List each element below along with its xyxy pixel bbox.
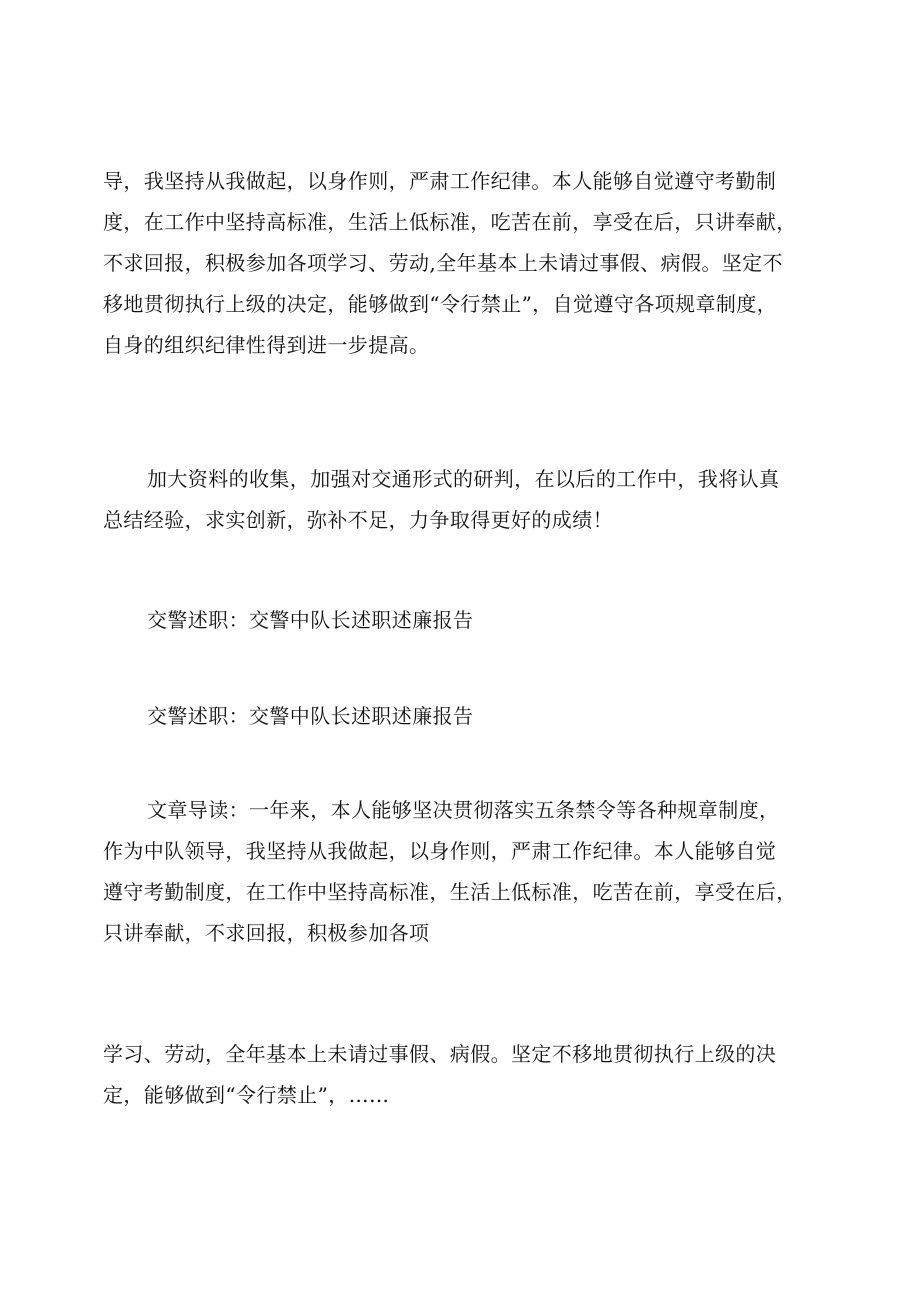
text-line: 遵守考勤制度，在工作中坚持高标准，生活上低标准，吃苦在前，享受在后，: [103, 880, 797, 904]
article-title: [103, 600, 831, 641]
title-line: 交警述职：交警中队长述职述廉报告: [147, 704, 474, 728]
article-title-repeat: [103, 696, 831, 737]
text-line: 定，能够做到“令行禁止”，……: [103, 1083, 390, 1107]
text-line: 不求回报，积极参加各项学习、劳动,全年基本上未请过事假、病假。坚定不: [103, 251, 783, 275]
text-line: 学习、劳动，全年基本上未请过事假、病假。坚定不移地贯彻执行上级的决: [103, 1042, 777, 1066]
paragraph-conclusion: [103, 459, 831, 541]
text-line: 度，在工作中坚持高标准，生活上低标准，吃苦在前，享受在后，只讲奉献，: [103, 210, 797, 234]
paragraph-discipline: [103, 161, 831, 366]
text-line: 加大资料的收集，加强对交通形式的研判，在以后的工作中，我将认真: [147, 467, 780, 491]
text-line: 只讲奉献，不求回报，积极参加各项: [103, 921, 430, 945]
text-line: 导，我坚持从我做起，以身作则，严肃工作纪律。本人能够自觉遵守考勤制: [103, 169, 777, 193]
text-line: 总结经验，求实创新，弥补不足，力争取得更好的成绩！: [103, 508, 613, 532]
text-line: 作为中队领导，我坚持从我做起，以身作则，严肃工作纪律。本人能够自觉: [103, 839, 777, 863]
text-line: 文章导读：一年来，本人能够坚决贯彻落实五条禁令等各种规章制度，: [147, 798, 780, 822]
text-line: 自身的组织纪律性得到进一步提高。: [103, 333, 430, 357]
paragraph-article-intro: [103, 790, 831, 954]
text-line: 移地贯彻执行上级的决定，能够做到“令行禁止”，自觉遵守各项规章制度，: [103, 292, 778, 316]
title-line: 交警述职：交警中队长述职述廉报告: [147, 608, 474, 632]
paragraph-continuation: [103, 1034, 831, 1116]
